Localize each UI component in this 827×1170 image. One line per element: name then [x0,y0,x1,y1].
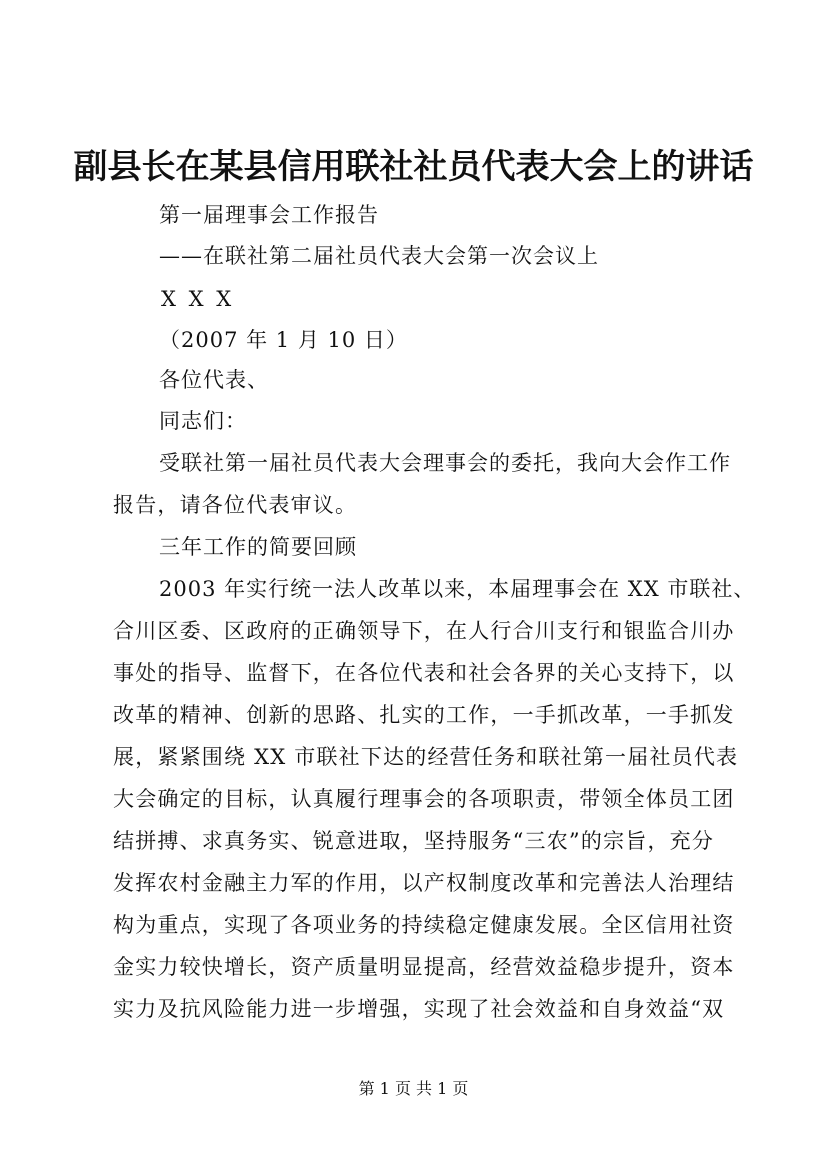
body-line: 事处的指导、监督下，在各位代表和社会各界的关心支持下，以 [113,661,735,685]
document-title: 副县长在某县信用联社社员代表大会上的讲话 [73,147,754,187]
body-line: 合川区委、区政府的正确领导下，在人行合川支行和银监合川办 [113,619,735,643]
page-indicator: 第 1 页 共 1 页 [358,1079,469,1098]
body-line: 实力及抗风险能力进一步增强，实现了社会效益和自身效益“双 [113,997,725,1021]
body-line: 发挥农村金融主力军的作用，以产权制度改革和完善法人治理结 [113,871,735,895]
section-heading: 三年工作的简要回顾 [159,535,357,559]
body-line: 展，紧紧围绕 XX 市联社下达的经营任务和联社第一届社员代表 [113,745,739,769]
intro-line-2: 报告，请各位代表审议。 [113,493,358,517]
report-subtitle: 第一届理事会工作报告 [159,203,379,227]
body-line: 改革的精神、创新的思路、扎实的工作，一手抓改革，一手抓发 [113,703,735,727]
intro-line-1: 受联社第一届社员代表大会理事会的委托，我向大会作工作 [159,451,731,475]
body-line: 金实力较快增长，资产质量明显提高，经营效益稳步提升，资本 [113,955,735,979]
body-line: 大会确定的目标，认真履行理事会的各项职责，带领全体员工团 [113,787,735,811]
salutation-delegates: 各位代表、 [159,368,269,392]
speech-date: （2007 年 1 月 10 日） [159,328,408,352]
body-line: 构为重点，实现了各项业务的持续稳定健康发展。全区信用社资 [113,913,735,937]
salutation-comrades: 同志们： [159,409,247,433]
body-line: 结拼搏、求真务实、锐意进取，坚持服务“三农”的宗旨，充分 [113,829,715,853]
speaker-name: X X X [161,287,235,311]
meeting-line: ——在联社第二届社员代表大会第一次会议上 [159,244,599,268]
body-line: 2003 年实行统一法人改革以来，本届理事会在 XX 市联社、 [159,577,756,601]
